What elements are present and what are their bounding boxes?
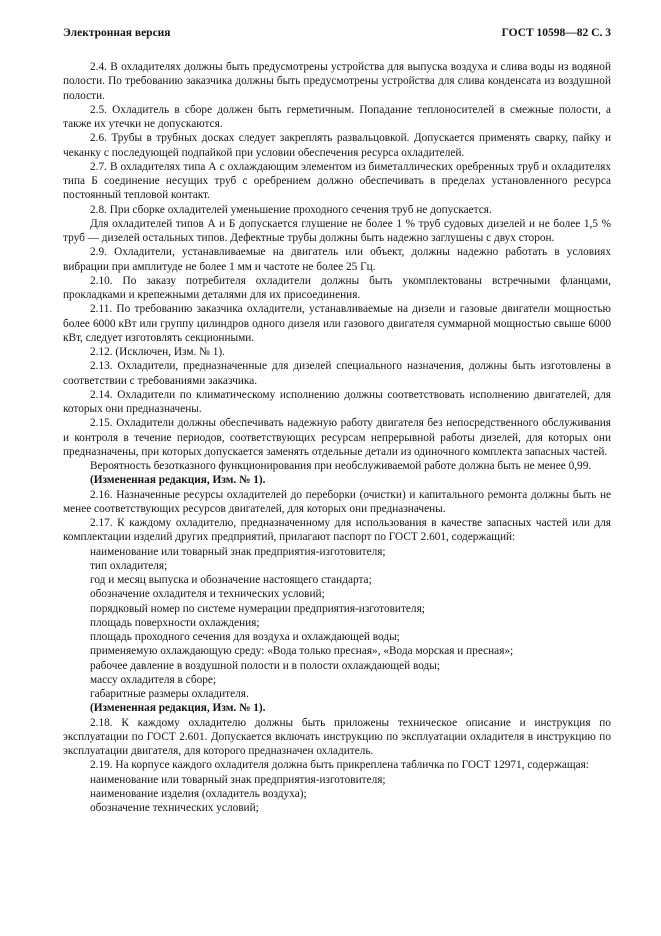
list-item: наименование изделия (охладитель воздуха); xyxy=(90,787,307,800)
paragraph: 2.6. Трубы в трубных досках следует закреплять развальцовкой. Допускается применять сварку, пайку и чеканку с последующей подпайкой при условии обеспечения ресурса охладителей. xyxy=(63,132,611,159)
list-item: порядковый номер по системе нумерации предприятия-изготовителя; xyxy=(90,602,425,615)
paragraph: 2.13. Охладители, предназначенные для дизелей специального назначения, должны быть изготовлены в соответствии с требованиями заказчика. xyxy=(63,360,611,387)
paragraph: 2.15. Охладители должны обеспечивать надежную работу двигателя без непосредственного обслуживания и контроля в течение периодов, соответствующих ресурсам непрерывной работы дизелей, для которых они предназначены, при которых допускается заменять отдельные детали из одиночного комплекта запасных частей. xyxy=(63,417,611,458)
page-header xyxy=(63,27,611,39)
list-item: год и месяц выпуска и обозначение настоящего стандарта; xyxy=(90,574,372,586)
edition-note: (Измененная редакция, Изм. № 1). xyxy=(90,702,266,715)
list-item: наименование или товарный знак предприятия-изготовителя; xyxy=(90,773,386,786)
paragraph: 2.18. К каждому охладителю должны быть приложены техническое описание и инструкция по эксплуатации по ГОСТ 2.601. Допускается включать инструкцию по эксплуатации охладителя в инструкцию по эксплуатации двигателя, для которого предназначен охладитель. xyxy=(63,716,611,757)
paragraph: 2.14. Охладители по климатическому исполнению должны соответствовать исполнению двигателей, для которых они предназначены. xyxy=(63,388,611,415)
list-item: габаритные размеры охладителя. xyxy=(90,688,249,700)
paragraph: 2.12. (Исключен, Изм. № 1). xyxy=(90,346,225,358)
paragraph: 2.11. По требованию заказчика охладители, устанавливаемые на дизели и газовые двигатели мощностью более 6000 кВт или группу цилиндров одного дизеля или газового двигателя суммарной мощностью свыше 6000 кВт, следует изготовлять секционными. xyxy=(63,303,611,344)
list-item: наименование или товарный знак предприятия-изготовителя; xyxy=(90,545,386,558)
header-electronic-version: Электронная версия xyxy=(63,27,171,39)
list-item: применяемую охлаждающую среду: «Вода только пресная», «Вода морская и пресная»; xyxy=(90,645,514,658)
paragraph: 2.16. Назначенные ресурсы охладителей до переборки (очистки) и капитального ремонта должны быть не менее соответствующих ресурсов двигателей, для которых они предназначены. xyxy=(63,488,611,515)
paragraph: 2.8. При сборке охладителей уменьшение проходного сечения труб не допускается. xyxy=(90,203,492,216)
list-item: обозначение охладителя и технических условий; xyxy=(90,588,325,601)
paragraph: 2.19. На корпусе каждого охладителя должна быть прикреплена табличка по ГОСТ 12971, содержащая: xyxy=(90,759,589,772)
paragraph: 2.17. К каждому охладителю, предназначенному для использования в качестве запасных частей или для комплектации изделий других предприятий, прилагают паспорт по ГОСТ 2.601, содержащий: xyxy=(63,517,611,544)
paragraph: 2.9. Охладители, устанавливаемые на двигатель или объект, должны надежно работать в условиях вибрации при амплитуде не более 1 мм и частоте не более 25 Гц. xyxy=(63,246,611,273)
list-item: обозначение технических условий; xyxy=(90,802,259,814)
list-item: рабочее давление в воздушной полости и в полости охлаждающей воды; xyxy=(90,659,441,672)
paragraph: 2.7. В охладителях типа А с охлаждающим элементом из биметаллических оребренных труб и охладителях типа Б соединение несущих труб с оребрением должно обеспечивать в пределах установленного ресурса постоянный тепловой контакт. xyxy=(63,160,611,202)
paragraph: 2.4. В охладителях должны быть предусмотрены устройства для выпуска воздуха и слива воды из водяной полости. По требованию заказчика должны быть предусмотрены устройства для слива конденсата из воздушной полости. xyxy=(63,61,611,102)
list-item: массу охладителя в сборе; xyxy=(90,673,217,686)
document-body xyxy=(63,60,611,815)
list-item: площадь поверхности охлаждения; xyxy=(90,616,260,629)
header-standard-page: ГОСТ 10598—82 С. 3 xyxy=(501,27,611,39)
paragraph: Для охладителей типов А и Б допускается глушение не более 1 % труб судовых дизелей и не более 1,5 % труб — дизелей остальных типов. Дефектные трубы должны быть надежно заглушены с двух сторон. xyxy=(63,217,611,244)
paragraph: Вероятность безотказного функционирования при необслуживаемой работе должна быть не менее 0,99. xyxy=(90,460,592,472)
list-item: тип охладителя; xyxy=(90,559,168,572)
list-item: площадь проходного сечения для воздуха и охлаждающей воды; xyxy=(90,631,400,643)
paragraph: 2.5. Охладитель в сборе должен быть герметичным. Попадание теплоносителей в смежные полости, а также их утечки не допускаются. xyxy=(63,103,611,130)
paragraph: 2.10. По заказу потребителя охладители должны быть укомплектованы встречными фланцами, прокладками и крепежными деталями для их присоединения. xyxy=(63,274,611,301)
edition-note: (Измененная редакция, Изм. № 1). xyxy=(90,474,266,487)
